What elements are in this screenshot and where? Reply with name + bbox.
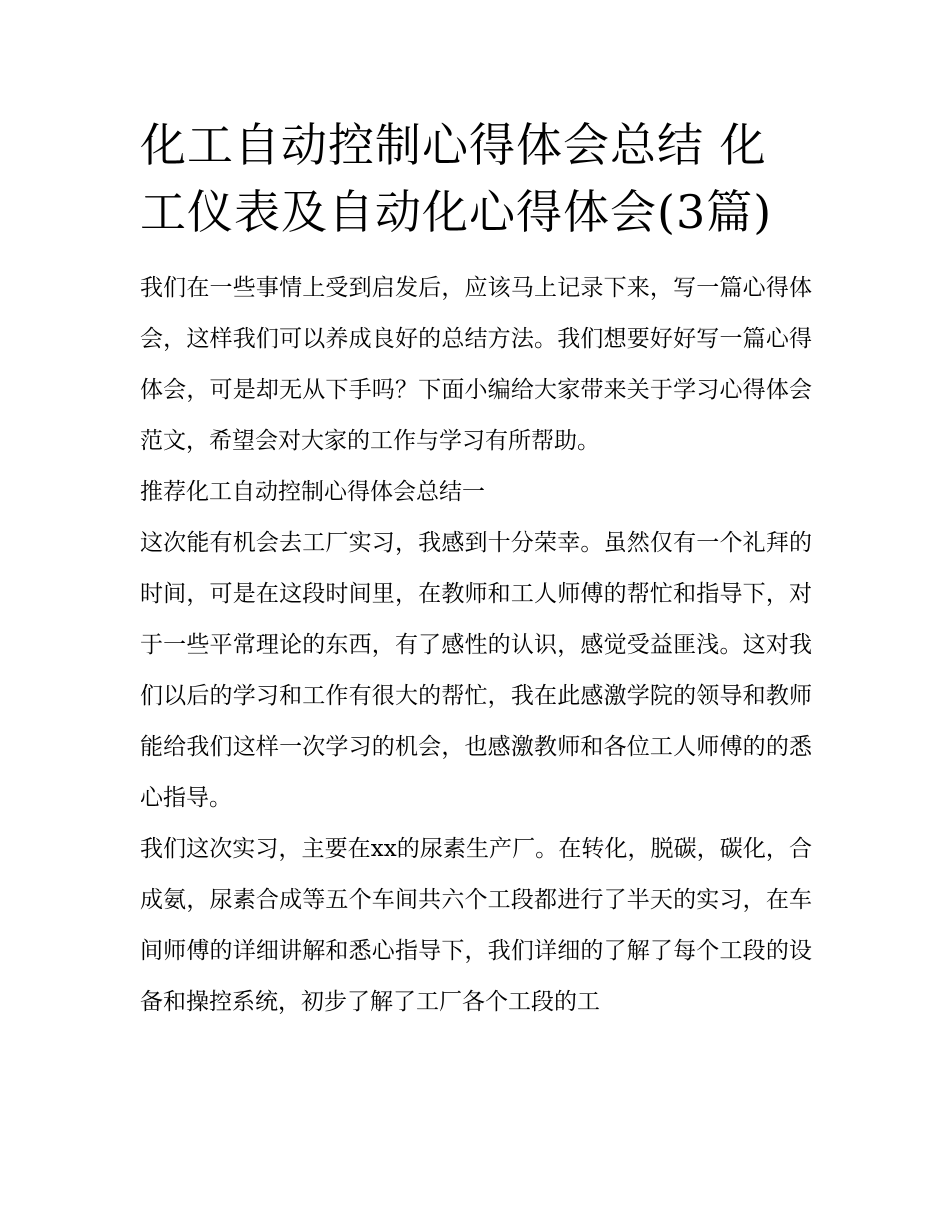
body-paragraph: 我们这次实习，主要在xx的尿素生产厂。在转化，脱碳，碳化，合成氨，尿素合成等五个车间共六个工段都进行了半天的实习，在车间师傅的详细讲解和悉心指导下，我们详细的了解了每个工段的设备和操控系统，初步了解了工厂各个工段的工	[140, 836, 812, 1015]
document-title: 化工自动控制心得体会总结 化工仪表及自动化心得体会(3篇)	[140, 118, 773, 239]
intro-paragraph: 我们在一些事情上受到启发后，应该马上记录下来，写一篇心得体会，这样我们可以养成良好的总结方法。我们想要好好写一篇心得体会，可是却无从下手吗？下面小编给大家带来关于学习心得体会范文，希望会对大家的工作与学习有所帮助。	[140, 275, 812, 454]
document-page	[140, 112, 812, 1028]
section-heading: 推荐化工自动控制心得体会总结一	[140, 479, 485, 505]
body-paragraph: 这次能有机会去工厂实习，我感到十分荣幸。虽然仅有一个礼拜的时间，可是在这段时间里，在教师和工人师傅的帮忙和指导下，对于一些平常理论的东西，有了感性的认识，感觉受益匪浅。这对我们以后的学习和工作有很大的帮忙，我在此感激学院的领导和教师能给我们这样一次学习的机会，也感激教师和各位工人师傅的的悉心指导。	[140, 530, 812, 811]
